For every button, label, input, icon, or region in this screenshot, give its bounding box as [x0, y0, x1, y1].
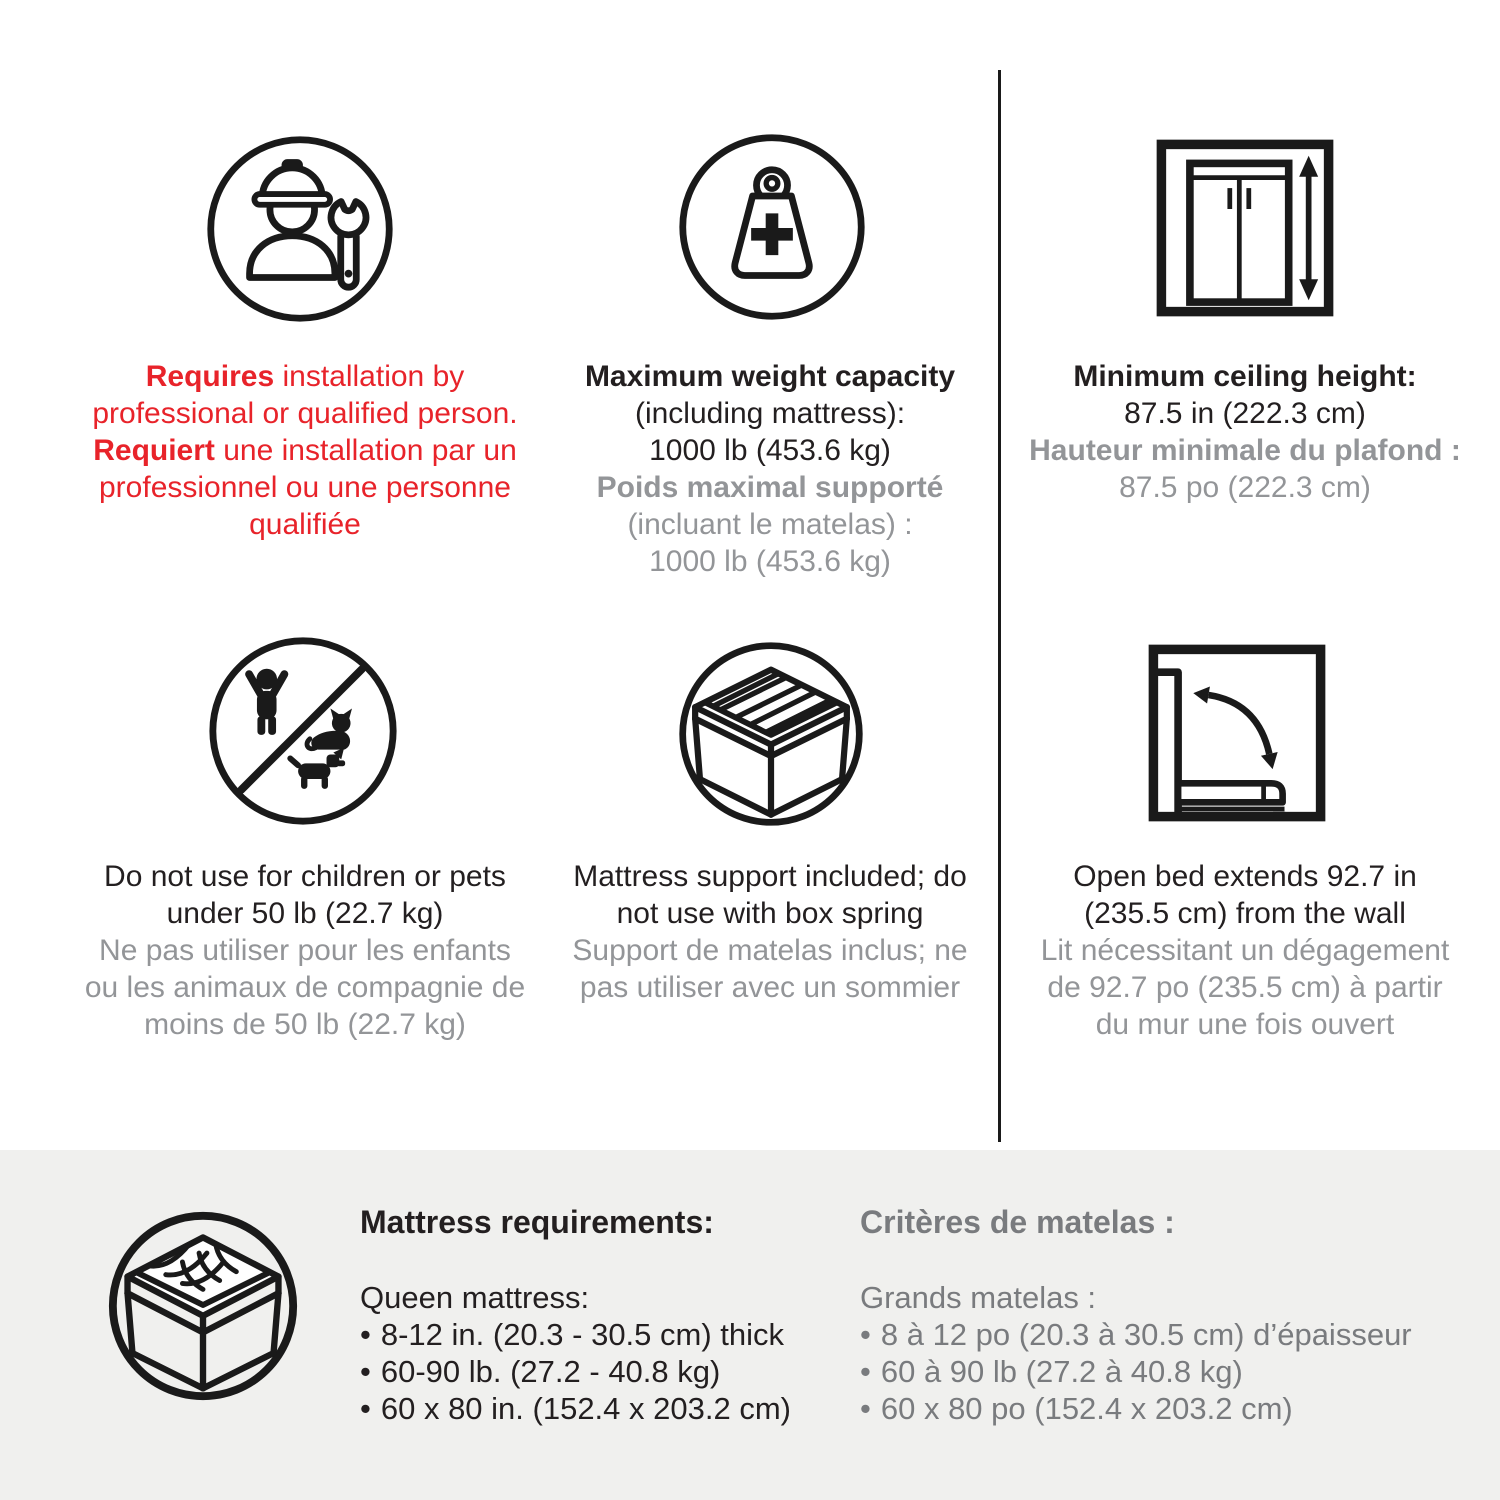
- no-children-pets-icon-wrap: [205, 633, 401, 829]
- weight-capacity-icon: [675, 130, 869, 324]
- open-bed-icon: [1142, 638, 1332, 828]
- mattress-requirements-list-en: [360, 1279, 791, 1427]
- ceiling-height-icon: [1150, 133, 1340, 323]
- bullet-dot: •: [860, 1391, 871, 1426]
- text-line: 1000 lb (453.6 kg): [649, 434, 891, 467]
- text-line: professionnel ou une personne: [99, 471, 511, 504]
- bullet-dot: •: [360, 1317, 371, 1352]
- text-line-fr: du mur une fois ouvert: [1095, 1008, 1395, 1041]
- text-line: not use with box spring: [616, 897, 924, 930]
- column-divider: [998, 70, 1001, 1142]
- text-line-fr: de 92.7 po (235.5 cm) à partir: [1047, 971, 1443, 1004]
- text-line-fr: Ne pas utiliser pour les enfants: [99, 934, 511, 967]
- ceiling-height-icon-wrap: [1150, 133, 1340, 323]
- no-children-pets-text: [60, 858, 550, 1043]
- bullet-dot: •: [360, 1391, 371, 1426]
- text-line: Do not use for children or pets: [104, 860, 506, 893]
- text-line: professional or qualified person.: [92, 397, 518, 430]
- text-line: Mattress support included; do: [573, 860, 967, 893]
- weight-capacity-icon-wrap: [675, 130, 869, 324]
- weight-capacity-text: [560, 358, 980, 580]
- open-bed-clearance-text: [1020, 858, 1470, 1043]
- installer-icon-wrap: [203, 132, 397, 326]
- text-line-fr: Poids maximal supporté: [596, 471, 944, 504]
- bullet-dot: •: [860, 1354, 871, 1389]
- mattress-requirements-heading-en: Mattress requirements:: [360, 1204, 714, 1240]
- text-line-fr: Support de matelas inclus; ne: [572, 934, 968, 967]
- open-bed-icon-wrap: [1142, 638, 1332, 828]
- text-line-fr: ou les animaux de compagnie de: [84, 971, 526, 1004]
- text-line-fr: Hauteur minimale du plafond :: [1029, 434, 1461, 467]
- bullet-item: • 60-90 lb. (27.2 - 40.8 kg): [360, 1354, 721, 1389]
- text-line: (including mattress):: [634, 397, 906, 430]
- text-line: (235.5 cm) from the wall: [1084, 897, 1406, 930]
- bullet-dot: •: [360, 1354, 371, 1389]
- mattress-support-text: [560, 858, 980, 1006]
- text-line-fr: moins de 50 lb (22.7 kg): [144, 1008, 466, 1041]
- text-line: Maximum weight capacity: [584, 360, 956, 393]
- text-line-fr: 1000 lb (453.6 kg): [649, 545, 891, 578]
- text-line-fr: pas utiliser avec un sommier: [579, 971, 961, 1004]
- no-children-pets-icon: [205, 633, 401, 829]
- text-line: Open bed extends 92.7 in: [1073, 860, 1417, 893]
- bullet-item: • 8 à 12 po (20.3 à 30.5 cm) d’épaisseur: [860, 1317, 1412, 1352]
- text-line: Requiert une installation par un: [93, 434, 517, 467]
- mattress-icon-wrap: [105, 1208, 301, 1404]
- installation-warning-text: [60, 358, 550, 543]
- bullet-dot: •: [860, 1317, 871, 1352]
- bullet-item: • 60 à 90 lb (27.2 à 40.8 kg): [860, 1354, 1243, 1389]
- text-line: qualifiée: [249, 508, 361, 541]
- mattress-requirements-heading-fr: Critères de matelas :: [860, 1204, 1175, 1240]
- mattress-requirements-panel: [0, 1150, 1500, 1500]
- ceiling-height-text: [1020, 358, 1470, 506]
- text-line: 87.5 in (222.3 cm): [1124, 397, 1366, 430]
- mattress-support-icon-wrap: [675, 638, 867, 830]
- text-line: Minimum ceiling height:: [1073, 360, 1417, 393]
- text-line-fr: (incluant le matelas) :: [627, 508, 913, 541]
- text-line-fr: Lit nécessitant un dégagement: [1040, 934, 1450, 967]
- bullet-item: • 60 x 80 po (152.4 x 203.2 cm): [860, 1391, 1293, 1426]
- bullet-item: • 8-12 in. (20.3 - 30.5 cm) thick: [360, 1317, 785, 1352]
- mattress-support-icon: [675, 638, 867, 830]
- text-line: Requires installation by: [145, 360, 465, 393]
- subheading-fr: Grands matelas :: [860, 1280, 1097, 1315]
- text-line-fr: 87.5 po (222.3 cm): [1119, 471, 1371, 504]
- mattress-icon: [105, 1208, 301, 1404]
- text-line: under 50 lb (22.7 kg): [166, 897, 444, 930]
- bullet-item: • 60 x 80 in. (152.4 x 203.2 cm): [360, 1391, 791, 1426]
- installer-icon: [203, 132, 397, 326]
- mattress-requirements-list-fr: [860, 1279, 1412, 1427]
- subheading-en: Queen mattress:: [360, 1280, 590, 1315]
